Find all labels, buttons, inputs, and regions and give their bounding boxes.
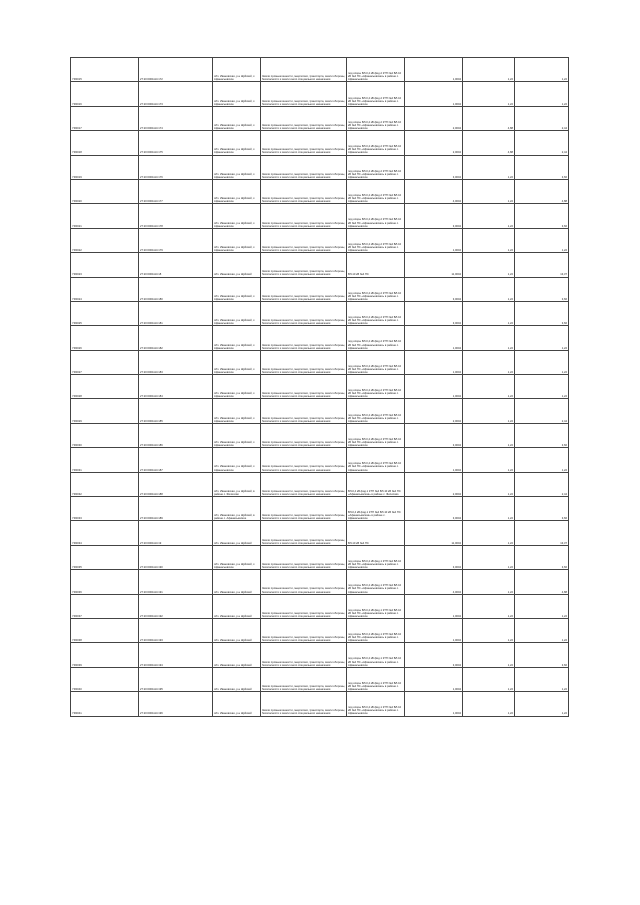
cadastral-number: 27:20:0001114:19 xyxy=(139,521,213,545)
rate-value: 1,22 xyxy=(463,155,515,179)
amount-value: 1,22 xyxy=(515,326,569,350)
land-category: Земли промышленности, энергетики, транспорта, земли обороны, безопасности и земли иного специального назначения xyxy=(261,521,347,545)
record-id: YR0017 xyxy=(71,106,139,130)
rate-value: 1,22 xyxy=(463,692,515,716)
record-id: YR0023 xyxy=(71,253,139,277)
amount-value: 3,66 xyxy=(515,204,569,228)
area-value: 3,0004 xyxy=(405,423,463,447)
record-id: YR0036 xyxy=(71,570,139,594)
land-category: Земли промышленности, энергетики, транспорта, земли обороны, безопасности и земли иного специального назначения xyxy=(261,253,347,277)
record-id: YR0029 xyxy=(71,399,139,423)
table-row xyxy=(71,253,569,277)
table-row xyxy=(71,472,569,496)
rate-value: 1,22 xyxy=(463,204,515,228)
cadastral-number: 27:20:0001114:173 xyxy=(139,82,213,106)
permitted-use: под опоры ВЛ-0,4 кВ фид.1 КТП №4 ВЛ-10 кВ №4 ПС «Афанасьевская» в районе с. Афанасьевское xyxy=(347,692,405,716)
permitted-use: под опоры ВЛ-0,4 кВ фид.2 КТП №4 ВЛ-10 кВ №4 ПС «Афанасьевская» в районе с. Афанасьевское xyxy=(347,423,405,447)
amount-value: 2,44 xyxy=(515,106,569,130)
amount-value: 4,88 xyxy=(515,179,569,203)
land-category: Земли промышленности, энергетики, транспорта, земли обороны, безопасности и земли иного специального назначения xyxy=(261,618,347,642)
cadastral-number: 27:20:0001114:193 xyxy=(139,618,213,642)
table-row xyxy=(71,667,569,691)
permitted-use: под опоры ВЛ-0,4 кВ фид.1 КТП №4 ВЛ-10 кВ №4 ПС «Афанасьевская» в районе с. Афанасьевское xyxy=(347,667,405,691)
permitted-use: ВЛ-0,4 кВ фид.1 КТП №4 ВЛ-10 кВ №4 ПС «Афанасьевская» в районе с. Афанасьевское xyxy=(347,497,405,521)
permitted-use: под опоры ВЛ-0,4 кВ фид.2 КТП №4 ВЛ-10 кВ №4 ПС «Афанасьевская» в районе с. Афанасьевское xyxy=(347,131,405,155)
record-id: YR0028 xyxy=(71,375,139,399)
rate-value: 1,22 xyxy=(463,326,515,350)
cadastral-number: 27:20:0001114:188 xyxy=(139,472,213,496)
record-id: YR0026 xyxy=(71,326,139,350)
table-body xyxy=(71,58,569,717)
area-value: 3,0004 xyxy=(405,155,463,179)
address: обл. Ивановская, р-н Шуйский, в районе с. Афанасьевское xyxy=(213,497,261,521)
address: обл. Ивановская, р-н Шуйский, с. Афанасьевское xyxy=(213,204,261,228)
amount-value: 1,22 xyxy=(515,82,569,106)
record-id: YR0020 xyxy=(71,179,139,203)
address: обл. Ивановская, р-н Шуйский, с. Афанасьевское xyxy=(213,179,261,203)
permitted-use: под опоры ВЛ-0,4 кВ фид.2 КТП №4 ВЛ-10 кВ №4 ПС «Афанасьевская» в районе с. Афанасьевское xyxy=(347,350,405,374)
rate-value: 1,22 xyxy=(463,667,515,691)
land-category: Земли промышленности, энергетики, транспорта, земли обороны, безопасности и земли иного специального назначения xyxy=(261,350,347,374)
table-row xyxy=(71,204,569,228)
address: обл. Ивановская, р-н Шуйский, в районе с. Филисово xyxy=(213,472,261,496)
table-row xyxy=(71,399,569,423)
rate-value: 1,22 xyxy=(463,618,515,642)
cadastral-number: 27:20:0001114:184 xyxy=(139,375,213,399)
amount-value: 3,66 xyxy=(515,301,569,325)
address: обл. Ивановская, р-н Шуйский xyxy=(213,692,261,716)
permitted-use: под опоры ВЛ-0,4 кВ фид.2 КТП №4 ВЛ-10 кВ №4 ПС «Афанасьевская» в районе с. Афанасьевское xyxy=(347,228,405,252)
rate-value: 1,22 xyxy=(463,497,515,521)
area-value: 11,0004 xyxy=(405,521,463,545)
address: обл. Ивановская, р-н Шуйский xyxy=(213,253,261,277)
area-value: 3,0004 xyxy=(405,277,463,301)
rate-value: 1,22 xyxy=(463,375,515,399)
record-id: YR0021 xyxy=(71,204,139,228)
record-id: YR0022 xyxy=(71,228,139,252)
land-category: Земли промышленности, энергетики, транспорта, земли обороны, безопасности и земли иного специального назначения xyxy=(261,179,347,203)
land-category: Земли промышленности, энергетики, транспорта, земли обороны, безопасности и земли иного специального назначения xyxy=(261,545,347,569)
land-plots-table xyxy=(70,57,568,828)
address: обл. Ивановская, р-н Шуйский, с. Афанасьевское xyxy=(213,399,261,423)
land-category: Земли промышленности, энергетики, транспорта, земли обороны, безопасности и земли иного специального назначения xyxy=(261,375,347,399)
permitted-use: ВЛ-10 кВ №4 ПС xyxy=(347,253,405,277)
record-id: YR0039 xyxy=(71,643,139,667)
address: обл. Ивановская, р-н Шуйский, с. Афанасьевское xyxy=(213,545,261,569)
record-id: YR0035 xyxy=(71,545,139,569)
permitted-use: под опоры ВЛ-0,4 кВ фид.2 КТП №4 ВЛ-10 кВ №4 ПС «Афанасьевская» в районе с. Афанасьевское xyxy=(347,326,405,350)
rate-value: 1,22 xyxy=(463,399,515,423)
area-value: 1,0004 xyxy=(405,58,463,82)
amount-value: 4,88 xyxy=(515,570,569,594)
rate-value: 4,88 xyxy=(463,106,515,130)
cadastral-number: 27:20:0001114:172 xyxy=(139,58,213,82)
table-row xyxy=(71,497,569,521)
area-value: 1,0004 xyxy=(405,594,463,618)
cadastral-number: 27:20:0001114:180 xyxy=(139,277,213,301)
permitted-use: под опоры ВЛ-0,4 кВ фид.2 КТП №4 ВЛ-10 кВ №4 ПС «Афанасьевская» в районе с. Афанасьевское xyxy=(347,204,405,228)
area-value: 1,0004 xyxy=(405,82,463,106)
rate-value: 1,22 xyxy=(463,228,515,252)
table-row xyxy=(71,375,569,399)
land-category: Земли промышленности, энергетики, транспорта, земли обороны, безопасности и земли иного специального назначения xyxy=(261,82,347,106)
record-id: YR0034 xyxy=(71,521,139,545)
table-row xyxy=(71,545,569,569)
address: обл. Ивановская, р-н Шуйский xyxy=(213,594,261,618)
permitted-use: под опоры ВЛ-0,4 кВ фид.2 КТП №4 ВЛ-10 кВ №4 ПС «Афанасьевская» в районе с. Афанасьевское xyxy=(347,82,405,106)
area-value: 2,0004 xyxy=(405,106,463,130)
record-id: YR0041 xyxy=(71,692,139,716)
permitted-use: под опоры ВЛ-0,4 кВ фид.2 КТП №4 ВЛ-10 кВ №4 ПС «Афанасьевская» в районе с. Афанасьевское xyxy=(347,448,405,472)
record-id: YR0033 xyxy=(71,497,139,521)
rate-value: 1,22 xyxy=(463,301,515,325)
permitted-use: под опоры ВЛ-0,4 кВ фид.1 КТП №4 ВЛ-10 кВ №4 ПС «Афанасьевская» в районе с. Афанасьевское xyxy=(347,618,405,642)
area-value: 3,0004 xyxy=(405,301,463,325)
cadastral-number: 27:20:0001114:183 xyxy=(139,350,213,374)
land-category: Земли промышленности, энергетики, транспорта, земли обороны, безопасности и земли иного специального назначения xyxy=(261,277,347,301)
address: обл. Ивановская, р-н Шуйский xyxy=(213,570,261,594)
amount-value: 1,22 xyxy=(515,375,569,399)
record-id: YR0032 xyxy=(71,472,139,496)
table-row xyxy=(71,521,569,545)
address: обл. Ивановская, р-н Шуйский, с. Афанасьевское xyxy=(213,106,261,130)
amount-value: 3,66 xyxy=(515,423,569,447)
amount-value: 3,66 xyxy=(515,643,569,667)
land-category: Земли промышленности, энергетики, транспорта, земли обороны, безопасности и земли иного специального назначения xyxy=(261,58,347,82)
cadastral-number: 27:20:0001114:182 xyxy=(139,326,213,350)
permitted-use: под опоры ВЛ-0,4 кВ фид.2 КТП №4 ВЛ-10 кВ №4 ПС «Афанасьевская» в районе с. Афанасьевское xyxy=(347,155,405,179)
cadastral-number: 27:20:0001114:174 xyxy=(139,106,213,130)
area-value: 2,0004 xyxy=(405,472,463,496)
amount-value: 2,44 xyxy=(515,472,569,496)
rate-value: 4,88 xyxy=(463,131,515,155)
land-category: Земли промышленности, энергетики, транспорта, земли обороны, безопасности и земли иного специального назначения xyxy=(261,667,347,691)
permitted-use: под опоры ВЛ-0,4 кВ фид.1 КТП №4 ВЛ-10 кВ №4 ПС «Афанасьевская» в районе с. Афанасьевское xyxy=(347,594,405,618)
land-category: Земли промышленности, энергетики, транспорта, земли обороны, безопасности и земли иного специального назначения xyxy=(261,594,347,618)
amount-value: 2,44 xyxy=(515,131,569,155)
land-category: Земли промышленности, энергетики, транспорта, земли обороны, безопасности и земли иного специального назначения xyxy=(261,448,347,472)
amount-value: 1,22 xyxy=(515,448,569,472)
table-row xyxy=(71,448,569,472)
rate-value: 1,22 xyxy=(463,423,515,447)
amount-value: 1,22 xyxy=(515,692,569,716)
amount-value: 1,22 xyxy=(515,618,569,642)
table-row xyxy=(71,131,569,155)
area-value: 11,0004 xyxy=(405,253,463,277)
cadastral-number: 27:20:0001114:192 xyxy=(139,594,213,618)
land-category: Земли промышленности, энергетики, транспорта, земли обороны, безопасности и земли иного специального назначения xyxy=(261,472,347,496)
address: обл. Ивановская, р-н Шуйский xyxy=(213,643,261,667)
table-row xyxy=(71,58,569,82)
amount-value: 13,37 xyxy=(515,253,569,277)
area-value: 1,0004 xyxy=(405,375,463,399)
permitted-use: под опоры ВЛ-0,4 кВ фид.2 КТП №4 ВЛ-10 кВ №4 ПС «Афанасьевская» в районе с. Афанасьевское xyxy=(347,375,405,399)
cadastral-number: 27:20:0001114:190 xyxy=(139,545,213,569)
table-row xyxy=(71,594,569,618)
address: обл. Ивановская, р-н Шуйский xyxy=(213,521,261,545)
record-id: YR0015 xyxy=(71,58,139,82)
area-value: 1,0004 xyxy=(405,667,463,691)
table-row xyxy=(71,277,569,301)
rate-value: 1,22 xyxy=(463,570,515,594)
amount-value: 2,44 xyxy=(515,399,569,423)
record-id: YR0024 xyxy=(71,277,139,301)
amount-value: 13,37 xyxy=(515,521,569,545)
permitted-use: под опоры ВЛ-0,4 кВ фид.2 КТП №4 ВЛ-10 кВ №4 ПС «Афанасьевская» в районе с. Афанасьевское xyxy=(347,179,405,203)
area-value: 3,0004 xyxy=(405,497,463,521)
record-id: YR0038 xyxy=(71,618,139,642)
permitted-use: под опоры ВЛ-0,4 кВ фид.1 КТП №4 ВЛ-10 кВ №4 ПС «Афанасьевская» в районе с. Афанасьевское xyxy=(347,570,405,594)
area-value: 3,0004 xyxy=(405,545,463,569)
table-row xyxy=(71,106,569,130)
record-id: YR0040 xyxy=(71,667,139,691)
land-category: Земли промышленности, энергетики, транспорта, земли обороны, безопасности и земли иного специального назначения xyxy=(261,155,347,179)
area-value: 3,0004 xyxy=(405,204,463,228)
rate-value: 1,22 xyxy=(463,350,515,374)
area-value: 1,0004 xyxy=(405,350,463,374)
address: обл. Ивановская, р-н Шуйский, с. Афанасьевское xyxy=(213,423,261,447)
land-category: Земли промышленности, энергетики, транспорта, земли обороны, безопасности и земли иного специального назначения xyxy=(261,326,347,350)
record-id: YR0027 xyxy=(71,350,139,374)
amount-value: 3,66 xyxy=(515,497,569,521)
permitted-use: под опоры ВЛ-0,4 кВ фид.2 КТП №4 ВЛ-10 кВ №4 ПС «Афанасьевская» в районе с. Афанасьевское xyxy=(347,58,405,82)
cadastral-number: 27:20:0001114:176 xyxy=(139,155,213,179)
land-category: Земли промышленности, энергетики, транспорта, земли обороны, безопасности и земли иного специального назначения xyxy=(261,570,347,594)
record-id: YR0016 xyxy=(71,82,139,106)
cadastral-number: 27:20:0001114:186 xyxy=(139,423,213,447)
table-row xyxy=(71,301,569,325)
table-row xyxy=(71,179,569,203)
rate-value: 1,22 xyxy=(463,643,515,667)
permitted-use: под опоры ВЛ-0,4 кВ фид.2 КТП №4 ВЛ-10 кВ №4 ПС «Афанасьевская» в районе с. Афанасьевское xyxy=(347,106,405,130)
land-category: Земли промышленности, энергетики, транспорта, земли обороны, безопасности и земли иного специального назначения xyxy=(261,204,347,228)
cadastral-number: 27:20:0001114:179 xyxy=(139,228,213,252)
land-category: Земли промышленности, энергетики, транспорта, земли обороны, безопасности и земли иного специального назначения xyxy=(261,399,347,423)
rate-value: 1,22 xyxy=(463,58,515,82)
cadastral-number: 27:20:0001114:18 xyxy=(139,253,213,277)
cadastral-number: 27:20:0001114:189 xyxy=(139,497,213,521)
area-value: 1,0004 xyxy=(405,618,463,642)
rate-value: 1,22 xyxy=(463,277,515,301)
address: обл. Ивановская, р-н Шуйский, с. Афанасьевское xyxy=(213,58,261,82)
address: обл. Ивановская, р-н Шуйский, с. Афанасьевское xyxy=(213,375,261,399)
record-id: YR0037 xyxy=(71,594,139,618)
table-row xyxy=(71,350,569,374)
cadastral-number: 27:20:0001114:187 xyxy=(139,448,213,472)
table-row xyxy=(71,692,569,716)
area-value: 4,0004 xyxy=(405,570,463,594)
address: обл. Ивановская, р-н Шуйский, с. Афанасьевское xyxy=(213,350,261,374)
rate-value: 1,22 xyxy=(463,545,515,569)
amount-value: 1,22 xyxy=(515,350,569,374)
amount-value: 3,66 xyxy=(515,545,569,569)
cadastral-number: 27:20:0001114:177 xyxy=(139,179,213,203)
record-id: YR0031 xyxy=(71,448,139,472)
amount-value: 1,22 xyxy=(515,667,569,691)
land-category: Земли промышленности, энергетики, транспорта, земли обороны, безопасности и земли иного специального назначения xyxy=(261,131,347,155)
rate-value: 1,22 xyxy=(463,521,515,545)
table-row xyxy=(71,228,569,252)
permitted-use: под опоры ВЛ-0,4 кВ фид.1 КТП №4 ВЛ-10 кВ №4 ПС «Афанасьевская» в районе с. Афанасьевское xyxy=(347,545,405,569)
address: обл. Ивановская, р-н Шуйский, с. Афанасьевское xyxy=(213,301,261,325)
land-category: Земли промышленности, энергетики, транспорта, земли обороны, безопасности и земли иного специального назначения xyxy=(261,106,347,130)
table-row xyxy=(71,155,569,179)
rate-value: 1,22 xyxy=(463,448,515,472)
permitted-use: ВЛ-0,4 кВ фид.1 КТП №4 ВЛ-10 кВ №4 ПС «Афанасьевская» в районе с. Филисово xyxy=(347,472,405,496)
cadastral-number: 27:20:0001114:181 xyxy=(139,301,213,325)
area-value: 3,0004 xyxy=(405,643,463,667)
address: обл. Ивановская, р-н Шуйский, с. Афанасьевское xyxy=(213,326,261,350)
address: обл. Ивановская, р-н Шуйский, с. Афанасьевское xyxy=(213,228,261,252)
area-value: 1,0004 xyxy=(405,448,463,472)
area-value: 2,0004 xyxy=(405,399,463,423)
cadastral-number: 27:20:0001114:185 xyxy=(139,399,213,423)
table-row xyxy=(71,82,569,106)
rate-value: 1,22 xyxy=(463,472,515,496)
address: обл. Ивановская, р-н Шуйский, с. Афанасьевское xyxy=(213,131,261,155)
land-category: Земли промышленности, энергетики, транспорта, земли обороны, безопасности и земли иного специального назначения xyxy=(261,301,347,325)
amount-value: 3,66 xyxy=(515,155,569,179)
cadastral-number: 27:20:0001114:178 xyxy=(139,204,213,228)
permitted-use: под опоры ВЛ-0,4 кВ фид.2 КТП №4 ВЛ-10 кВ №4 ПС «Афанасьевская» в районе с. Афанасьевское xyxy=(347,399,405,423)
cadastral-number: 27:20:0001114:175 xyxy=(139,131,213,155)
address: обл. Ивановская, р-н Шуйский, с. Афанасьевское xyxy=(213,448,261,472)
land-category: Земли промышленности, энергетики, транспорта, земли обороны, безопасности и земли иного специального назначения xyxy=(261,497,347,521)
amount-value: 1,22 xyxy=(515,58,569,82)
amount-value: 1,22 xyxy=(515,594,569,618)
land-category: Земли промышленности, энергетики, транспорта, земли обороны, безопасности и земли иного специального назначения xyxy=(261,423,347,447)
rate-value: 1,22 xyxy=(463,594,515,618)
table-row xyxy=(71,643,569,667)
record-id: YR0025 xyxy=(71,301,139,325)
table-row xyxy=(71,326,569,350)
table-row xyxy=(71,618,569,642)
address: обл. Ивановская, р-н Шуйский, с. Афанасьевское xyxy=(213,277,261,301)
permitted-use: под опоры ВЛ-0,4 кВ фид.2 КТП №4 ВЛ-10 кВ №4 ПС «Афанасьевская» в районе с. Афанасьевское xyxy=(347,301,405,325)
permitted-use: под опоры ВЛ-0,4 кВ фид.2 КТП №4 ВЛ-10 кВ №4 ПС «Афанасьевская» в районе с. Афанасьевское xyxy=(347,277,405,301)
rate-value: 1,22 xyxy=(463,253,515,277)
permitted-use: ВЛ-10 кВ №4 ПС xyxy=(347,521,405,545)
amount-value: 1,22 xyxy=(515,228,569,252)
table-row xyxy=(71,570,569,594)
record-id: YR0030 xyxy=(71,423,139,447)
table-row xyxy=(71,423,569,447)
address: обл. Ивановская, р-н Шуйский xyxy=(213,618,261,642)
rate-value: 1,22 xyxy=(463,82,515,106)
cadastral-number: 27:20:0001114:196 xyxy=(139,692,213,716)
cadastral-number: 27:20:0001114:191 xyxy=(139,570,213,594)
address: обл. Ивановская, р-н Шуйский xyxy=(213,667,261,691)
cadastral-number: 27:20:0001114:194 xyxy=(139,643,213,667)
record-id: YR0019 xyxy=(71,155,139,179)
area-value: 1,0004 xyxy=(405,692,463,716)
land-category: Земли промышленности, энергетики, транспорта, земли обороны, безопасности и земли иного специального назначения xyxy=(261,692,347,716)
address: обл. Ивановская, р-н Шуйский, с. Афанасьевское xyxy=(213,82,261,106)
area-value: 2,0004 xyxy=(405,131,463,155)
area-value: 4,0004 xyxy=(405,179,463,203)
area-value: 1,0004 xyxy=(405,228,463,252)
land-category: Земли промышленности, энергетики, транспорта, земли обороны, безопасности и земли иного специального назначения xyxy=(261,228,347,252)
land-category: Земли промышленности, энергетики, транспорта, земли обороны, безопасности и земли иного специального назначения xyxy=(261,643,347,667)
record-id: YR0018 xyxy=(71,131,139,155)
cadastral-number: 27:20:0001114:195 xyxy=(139,667,213,691)
rate-value: 1,22 xyxy=(463,179,515,203)
amount-value: 3,66 xyxy=(515,277,569,301)
area-value: 1,0004 xyxy=(405,326,463,350)
permitted-use: под опоры ВЛ-0,4 кВ фид.1 КТП №4 ВЛ-10 кВ №4 ПС «Афанасьевская» в районе с. Афанасьевское xyxy=(347,643,405,667)
address: обл. Ивановская, р-н Шуйский, с. Афанасьевское xyxy=(213,155,261,179)
